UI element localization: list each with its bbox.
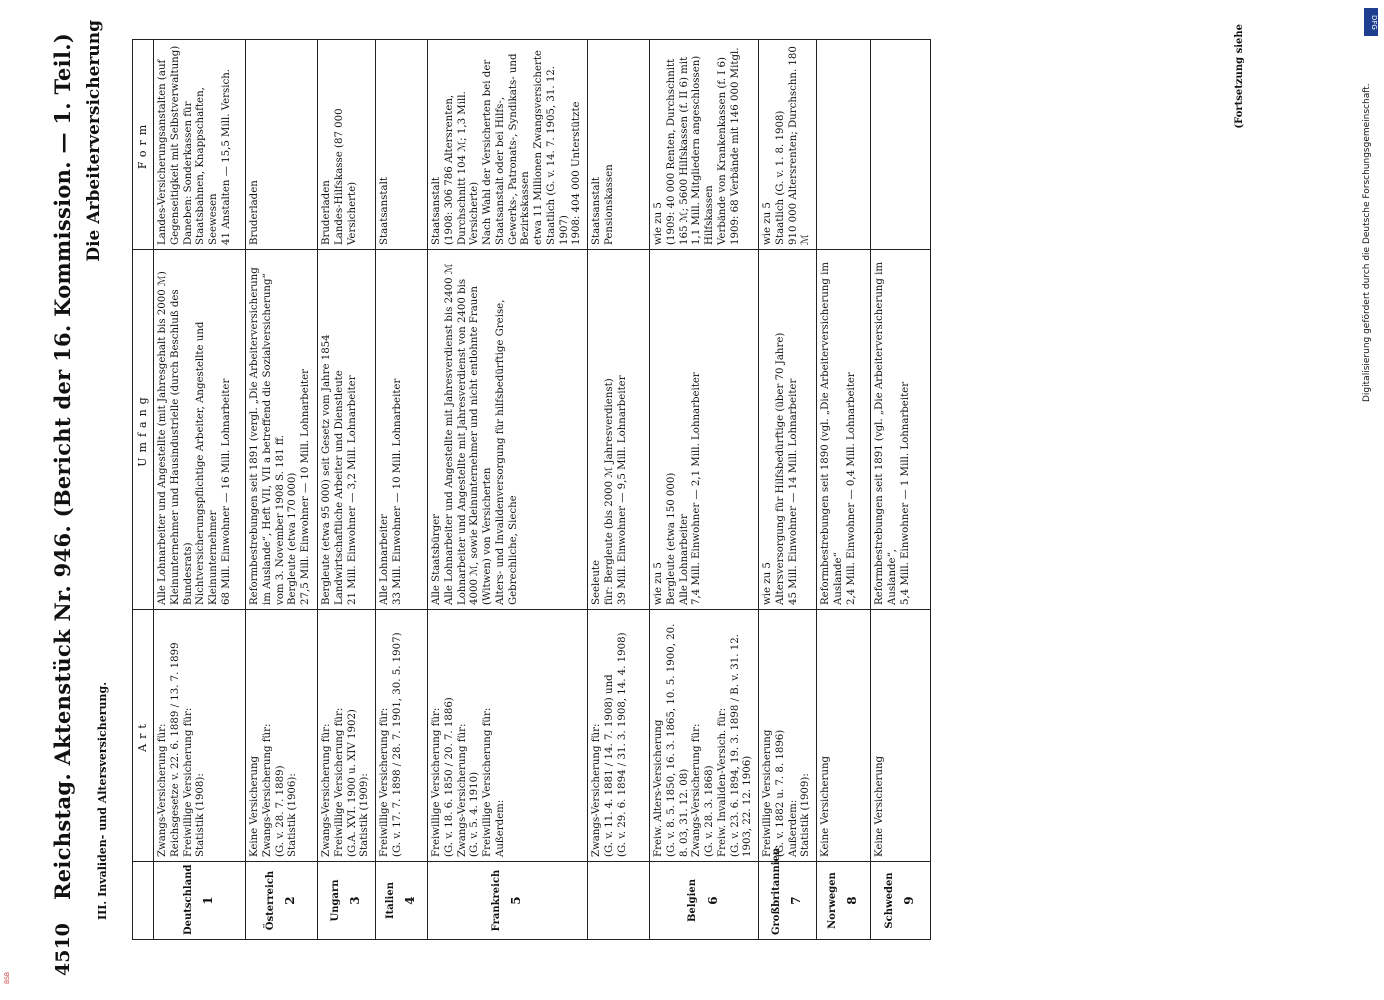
country-cell [759,847,817,940]
art-line: Freiwillige Versicherung für: [379,707,390,857]
form-line: 910 000 Altersrenten; Durchschn. 180 ℳ [787,46,812,245]
umfang-line: 2,4 Mill. Einwohner — 0,4 Mill. Lohnarbeiter [845,372,857,605]
art-line: Zwangs-Versicherung für: [157,723,168,857]
art-line: (G.A. XVI. 1900 u. XIV 1902) [346,709,358,857]
art-line: Freiwillige Versicherung für: [482,707,493,857]
art-line: Keine Versicherung [874,755,885,857]
country-cell [428,862,588,940]
form-cell [428,40,588,250]
art-line: Freiwillige Versicherung für: [333,707,345,857]
art-line: Statistik (1906): [287,773,299,857]
form-line: Staatlich (G. v. 1. 8. 1908) [774,110,786,245]
form-cell [871,40,931,250]
country-cell [376,862,428,940]
umfang-cell [246,250,318,610]
umfang-line: Alle Lohnarbeiter und Angestellte mit Jahresverdienst bis 2400 ℳ [443,263,455,605]
country-cell [650,862,759,940]
form-line: wie zu 5 [762,202,773,245]
digitization-note: Digitalisierung gefördert durch die Deutsche Forschungsgemeinschaft. [1362,83,1372,402]
umfang-line: Alle Staatsbürger [431,513,442,605]
table-row [246,40,318,940]
country-name: Großbritannien [770,847,782,935]
umfang-line: 45 Mill. Einwohner — 14 Mill. Lohnarbeiter [787,378,799,605]
umfang-line: Bergleute (etwa 95 000) seit Gesetz vom Jahre 1854 [321,334,332,605]
umfang-line: wie zu 5 [653,562,664,605]
umfang-cell [817,250,871,610]
art-cell [871,610,931,862]
row-number: 1 [201,896,216,905]
country-name: Ungarn [329,879,341,922]
table-row [318,40,376,940]
art-line: Keine Versicherung [820,755,831,857]
row-number: 6 [705,896,720,905]
form-line: (1909: 40 000 Renten, Durchschnitt 165 ℳ; 5600 Hilfskassen (f. II 6) mit 1,1 Mill. Mitgliedern angeschlossen) [665,55,703,245]
page-header [0,0,110,1000]
table-header-row [133,40,154,940]
table-body [154,40,931,940]
art-line: (G. v. 18. 6. 1850 / 20. 7. 1886) [443,697,455,857]
art-cell [246,610,318,862]
umfang-cell [376,250,428,610]
country-cell [588,862,650,940]
form-line: Nach Wahl der Versicherten bei der Staatsanstalt oder bei Hilfs-, Gewerks-, Patronats-, Syndikats- und Bezirkskassen [482,53,532,245]
country-name: Norwegen [826,872,838,929]
country-cell [871,862,931,940]
footer-continuation: (Fortsetzung siehe [1234,24,1245,129]
country-name: Schweden [883,872,895,929]
form-line: Bruderladen [321,180,332,245]
umfang-line: Landwirtschaftliche Arbeiter und Dienstleute [333,370,345,605]
art-cell [376,610,428,862]
umfang-line: 68 Mill. Einwohner — 16 Mill. Lohnarbeiter [220,378,232,605]
form-line: Staatlich (G. v. 14. 7. 1905, 31. 12. 1907) [545,65,570,245]
row-number: 8 [845,896,860,905]
form-line: Verbände von Krankenkassen (f. I 6) [716,57,728,245]
art-line: Statistik (1909): [800,773,812,857]
form-line: 1908: 404 000 Unterstützte [571,101,583,245]
art-cell [428,610,588,862]
art-line: Keine Versicherung [249,755,260,857]
art-line: (G. v. 28. 7. 1889) [274,765,286,857]
umfang-line: Seeleute [591,559,602,605]
table-row [871,40,931,940]
umfang-line: Alle Lohnarbeiter [678,514,690,605]
row-number: 9 [902,896,917,905]
umfang-line: Bergleute (etwa 150 000) [665,472,677,605]
art-cell [817,610,871,862]
art-line: (G. v. 8. 5. 1850, 16. 3. 1865, 10. 5. 1900, 20. 8. 03, 31. 12. 08) [665,623,690,857]
umfang-line: Alle Lohnarbeiter und Angestellte (mit Jahresgehalt bis 2000 ℳ) [157,271,168,605]
form-line: Staatsanstalt [379,177,390,245]
country-name: Frankreich [490,869,502,932]
art-line: (G. v. 17. 7. 1898 / 28. 7. 1901, 30. 5. 1907) [391,632,403,857]
row-number: 7 [789,896,804,905]
form-line: etwa 11 Millionen Zwangsversicherte [533,50,544,245]
art-cell [759,610,817,862]
form-line: Landes-Hilfskasse (87 000 Versicherte) [333,108,358,245]
form-line: Staatsanstalt [591,177,602,245]
right-title: Die Arbeiterversicherung [84,20,104,262]
country-name: Italien [384,882,396,920]
form-line: Daneben: Sonderkassen für Staatsbahnen, Knappschaften, Seewesen [182,87,219,245]
bsb-mark: BSB [4,972,11,984]
country-cell [318,862,376,940]
country-column-header [133,862,154,940]
umfang-line: Nichtversicherungspflichtige Arbeiter, Angestellte und Kleinunternehmer [195,321,219,605]
umfang-cell [588,250,650,610]
art-cell [154,610,246,862]
page-number: 4510 [52,923,74,976]
form-line: wie zu 5 [653,202,664,245]
art-line: Zwangs-Versicherung für: [321,723,332,857]
umfang-cell [428,250,588,610]
art-line: Zwangs-Versicherung für: [456,723,468,857]
umfang-line: Reformbestrebungen seit 1891 (vergl. „Die Arbeiterversicherung im Auslande“, Heft VII, VII a betreffend die Sozialversicherung“ vom 3. November 1908 S. 181 ff. [249,267,286,605]
table-row [376,40,428,940]
art-line: Zwangs-Versicherung für: [591,723,602,857]
dfg-logo: DFG [1364,8,1378,36]
umfang-line: Reformbestrebungen seit 1890 (vgl. „Die Arbeiterversicherung im Auslande“ [820,261,844,605]
country-name: Belgien [687,878,699,923]
form-cell [650,40,759,250]
form-line: Hilfskassen [704,185,715,245]
umfang-line: Reformbestrebungen seit 1891 (vgl. „Die Arbeiterversicherung im Auslande“, [874,261,898,605]
umfang-cell [650,250,759,610]
art-line: Freiwillige Versicherung für: [182,707,194,857]
row-number: 4 [403,896,418,905]
table-row [759,40,817,940]
form-cell [588,40,650,250]
form-cell [817,40,871,250]
umfang-line: Altersversorgung für Hilfsbedürftige (über 70 Jahre) [774,332,786,605]
art-line: Zwangs-Versicherung für: [691,723,703,857]
country-name: Deutschland [182,864,194,935]
umfang-line: 39 Mill. Einwohner — 9,5 Mill. Lohnarbeiter [616,375,628,605]
umfang-line: Kleinunternehmer und Hausindustrielle (durch Beschluß des Bundesrats) [169,289,194,605]
row-number: 3 [348,896,363,905]
umfang-line: 33 Mill. Einwohner — 10 Mill. Lohnarbeiter [391,378,403,605]
umfang-line: 7,4 Mill. Einwohner — 2,1 Mill. Lohnarbeiter [691,372,703,605]
form-line: Pensionskassen [603,164,615,245]
art-line: Außerdem: [494,799,506,857]
form-line: 1909: 68 Verbände mit 146 000 Mitgl. [729,47,741,245]
art-line: Reichsgesetze v. 22. 6. 1889 / 13. 7. 1899 [169,642,181,857]
row-number: 2 [283,896,298,905]
art-line: (G. v. 28. 3. 1868) [704,765,715,857]
table-row [817,40,871,940]
table-row [428,40,588,940]
art-line: Freiw. Invaliden-Versich. für: [716,707,728,857]
art-line: (G. v. 1882 u. 7. 8. 1896) [774,729,786,857]
table-row [588,40,650,940]
form-cell [318,40,376,250]
art-line: Freiw. Alters-Versicherung [653,719,664,857]
umfang-line: Alle Lohnarbeiter [379,514,390,605]
country-cell [246,862,318,940]
art-line: Statistik (1909): [359,773,371,857]
row-number: 5 [509,896,524,905]
art-cell [588,610,650,862]
form-cell [154,40,246,250]
section-title: III. Invaliden- und Altersversicherung. [96,681,109,920]
umfang-line: 21 Mill. Einwohner — 3,2 Mill. Lohnarbeiter [346,375,358,605]
form-line: Bruderladen [249,180,260,245]
umfang-line: Lohnarbeiter und Angestellte mit Jahresverdienst von 2400 bis 4000 ℳ, sowie Kleinunternehmer und nicht entlohnte Frauen (Witwen) von Versicherten [456,278,493,605]
table-row [154,40,246,940]
umfang-cell [154,250,246,610]
umfang-line: Bergleute (etwa 170 000) [287,472,299,605]
art-line: (G. v. 29. 6. 1894 / 31. 3. 1908, 14. 4. 1908) [616,632,628,857]
umfang-line: 5,4 Mill. Einwohner — 1 Mill. Lohnarbeiter [899,381,911,605]
umfang-line: für: Bergleute (bis 2000 ℳ Jahresverdienst) [603,378,615,605]
art-line: Freiwillige Versicherung [762,729,773,857]
umfang-cell [318,250,376,610]
umfang-line: Alters- und Invalidenversorgung für hilfsbedürftige Greise, Gebrechliche, Sieche [494,299,519,605]
art-line: (G. v. 5. 4. 1910) [469,771,481,857]
umfang-cell [871,250,931,610]
form-line: Staatsanstalt [431,177,442,245]
form-cell [246,40,318,250]
page-title: Reichstag. Aktenstück Nr. 946. (Bericht der 16. Kommission. — 1. Teil.) [50,32,75,900]
art-cell [318,610,376,862]
form-line: 41 Anstalten — 15,5 Mill. Versich. [220,68,232,245]
form-column-header: Form [133,40,154,250]
art-column-header: Art [133,610,154,862]
art-line: Zwangs-Versicherung für: [261,723,273,857]
art-line: (G. v. 23. 6. 1894, 19. 3. 1898 / B. v. 31. 12. 1903, 22. 12. 1906) [729,634,754,857]
country-name: Österreich [264,870,276,931]
form-cell [376,40,428,250]
art-line: Statistik (1908): [195,773,207,857]
form-line: Landes-Versicherungsanstalten (auf Gegenseitigkeit mit Selbstverwaltung) [157,45,181,245]
art-line: Freiwillige Versicherung für: [431,707,442,857]
form-line: (1908: 306 786 Altersrenten, Durchschnitt 104 ℳ; 1,3 Mill. Versicherte) [443,91,481,245]
country-cell [817,862,871,940]
art-line: Außerdem: [787,799,799,857]
umfang-column-header: Umfang [133,250,154,610]
art-line: (G. v. 11. 4. 1881 / 14. 7. 1908) und [603,674,615,857]
form-cell [759,40,817,250]
umfang-cell [759,250,817,610]
country-cell [154,862,246,940]
art-cell [650,610,759,862]
umfang-line: 27,5 Mill. Einwohner — 10 Mill. Lohnarbeiter [300,368,311,605]
umfang-line: wie zu 5 [762,562,773,605]
insurance-table [132,39,931,940]
table-row [650,40,759,940]
